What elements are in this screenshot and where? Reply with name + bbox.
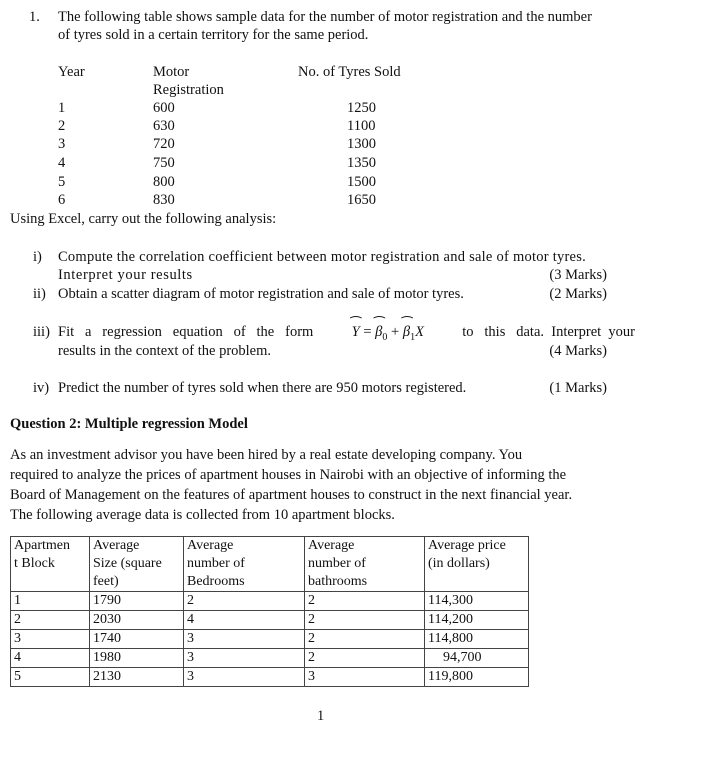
cell-bathrooms: 2 xyxy=(305,611,425,630)
header-price xyxy=(425,537,529,592)
item-i-marks: (3 Marks) xyxy=(549,267,607,283)
q1-row-motor: 750 xyxy=(153,155,175,171)
eq-equals: = xyxy=(363,324,372,340)
cell-bedrooms: 3 xyxy=(184,668,305,687)
item-iii-line2: results in the context of the problem. xyxy=(58,343,272,359)
beta0-symbol: β xyxy=(375,324,383,340)
table-row xyxy=(11,630,529,649)
cell-block: 3 xyxy=(11,630,90,649)
cell-block: 2 xyxy=(11,611,90,630)
q1-row-motor: 630 xyxy=(153,118,175,134)
y-hat: ⁀ Y xyxy=(352,324,360,341)
header-block xyxy=(11,537,90,592)
cell-block: 5 xyxy=(11,668,90,687)
q1-header-registration: Registration xyxy=(153,82,224,98)
cell-price: 94,700 xyxy=(425,649,529,668)
q1-row-year: 4 xyxy=(58,155,66,171)
q2-para-line1: As an investment advisor you have been hired by a real estate developing company. You xyxy=(10,447,523,463)
header-bedrooms xyxy=(184,537,305,592)
q1-intro-line2: of tyres sold in a certain territory for the same period. xyxy=(58,27,369,43)
cell-bathrooms: 2 xyxy=(305,592,425,611)
q2-para-line2: required to analyze the prices of apartment houses in Nairobi with an objective of informing the xyxy=(10,467,567,483)
q1-intro-line1: The following table shows sample data for the number of motor registration and the number xyxy=(58,9,592,25)
item-iii-number: iii) xyxy=(33,324,50,340)
header-size-l3: feet) xyxy=(93,574,119,589)
q1-row-motor: 830 xyxy=(153,192,175,208)
regression-equation xyxy=(352,324,424,346)
cell-size: 2130 xyxy=(90,668,184,687)
cell-price: 114,200 xyxy=(425,611,529,630)
item-iii-pre: Fit a regression equation of the form xyxy=(58,324,314,340)
cell-size: 1740 xyxy=(90,630,184,649)
beta0-hat xyxy=(375,324,387,346)
q1-row-tyres: 1500 xyxy=(347,174,376,190)
cell-bedrooms: 2 xyxy=(184,592,305,611)
cell-size: 2030 xyxy=(90,611,184,630)
q1-header-tyres: No. of Tyres Sold xyxy=(298,64,401,80)
item-i-line1: Compute the correlation coefficient between motor registration and sale of motor tyres. xyxy=(58,249,587,265)
q1-row-year: 2 xyxy=(58,118,66,134)
eq-x: X xyxy=(415,324,424,340)
item-i-line2: Interpret your results xyxy=(58,267,193,283)
item-iv-text: Predict the number of tyres sold when there are 950 motors registered. xyxy=(58,380,467,396)
table-row xyxy=(11,649,529,668)
header-bathrooms-l1: Average xyxy=(308,538,355,553)
header-bedrooms-l2: number of xyxy=(187,556,245,571)
header-block-l2: t Block xyxy=(14,556,55,571)
q2-heading: Question 2: Multiple regression Model xyxy=(10,416,248,432)
header-size-l1: Average xyxy=(93,538,140,553)
page-number: 1 xyxy=(317,708,325,724)
table-row xyxy=(11,592,529,611)
cell-price: 114,800 xyxy=(425,630,529,649)
cell-bathrooms: 2 xyxy=(305,630,425,649)
cell-size: 1980 xyxy=(90,649,184,668)
header-size xyxy=(90,537,184,592)
q2-para-line4: The following average data is collected from 10 apartment blocks. xyxy=(10,507,395,523)
item-ii-text: Obtain a scatter diagram of motor registration and sale of motor tyres. xyxy=(58,286,464,302)
q1-row-motor: 720 xyxy=(153,136,175,152)
item-iv-marks: (1 Marks) xyxy=(549,380,607,396)
header-bathrooms xyxy=(305,537,425,592)
cell-block: 4 xyxy=(11,649,90,668)
item-ii-marks: (2 Marks) xyxy=(549,286,607,302)
header-size-l2: Size (square xyxy=(93,556,162,571)
q1-row-tyres: 1350 xyxy=(347,155,376,171)
apartment-table xyxy=(10,536,529,687)
cell-bedrooms: 4 xyxy=(184,611,305,630)
item-iv-number: iv) xyxy=(33,380,50,396)
beta0-sub: 0 xyxy=(382,331,388,343)
cell-bedrooms: 3 xyxy=(184,649,305,668)
q1-header-year: Year xyxy=(58,64,85,80)
eq-plus: + xyxy=(391,324,400,340)
item-i-number: i) xyxy=(33,249,42,265)
apartment-table-header xyxy=(11,537,529,592)
header-bedrooms-l3: Bedrooms xyxy=(187,574,245,589)
cell-price: 114,300 xyxy=(425,592,529,611)
q1-row-tyres: 1650 xyxy=(347,192,376,208)
cell-bathrooms: 3 xyxy=(305,668,425,687)
cell-bathrooms: 2 xyxy=(305,649,425,668)
beta1-sub: 1 xyxy=(410,331,416,343)
cell-bedrooms: 3 xyxy=(184,630,305,649)
item-iii-post: to this data. Interpret your xyxy=(462,324,635,340)
beta1-symbol: β xyxy=(402,324,411,340)
header-bedrooms-l1: Average xyxy=(187,538,234,553)
q1-row-tyres: 1250 xyxy=(347,100,376,116)
q2-para-line3: Board of Management on the features of apartment houses to construct in the next financial year. xyxy=(10,487,573,503)
cell-size: 1790 xyxy=(90,592,184,611)
beta1-hat xyxy=(403,324,415,346)
q1-row-year: 6 xyxy=(58,192,66,208)
item-iii-marks: (4 Marks) xyxy=(549,343,607,359)
table-row xyxy=(11,668,529,687)
table-row xyxy=(11,611,529,630)
header-price-l1: Average price xyxy=(428,538,506,553)
q1-number: 1. xyxy=(29,9,40,25)
q1-row-motor: 600 xyxy=(153,100,175,116)
item-ii-number: ii) xyxy=(33,286,46,302)
cell-block: 1 xyxy=(11,592,90,611)
cell-price: 119,800 xyxy=(425,668,529,687)
using-excel-text: Using Excel, carry out the following analysis: xyxy=(10,211,277,227)
header-price-l2: (in dollars) xyxy=(428,556,490,571)
header-block-l1: Apartmen xyxy=(14,538,70,553)
q1-row-tyres: 1300 xyxy=(347,136,376,152)
q1-row-year: 5 xyxy=(58,174,66,190)
q1-row-year: 3 xyxy=(58,136,66,152)
q1-row-tyres: 1100 xyxy=(347,118,376,134)
header-bathrooms-l2: number of xyxy=(308,556,366,571)
q1-header-motor: Motor xyxy=(153,64,190,80)
q1-row-motor: 800 xyxy=(153,174,175,190)
q1-row-year: 1 xyxy=(58,100,66,116)
header-bathrooms-l3: bathrooms xyxy=(308,574,368,589)
